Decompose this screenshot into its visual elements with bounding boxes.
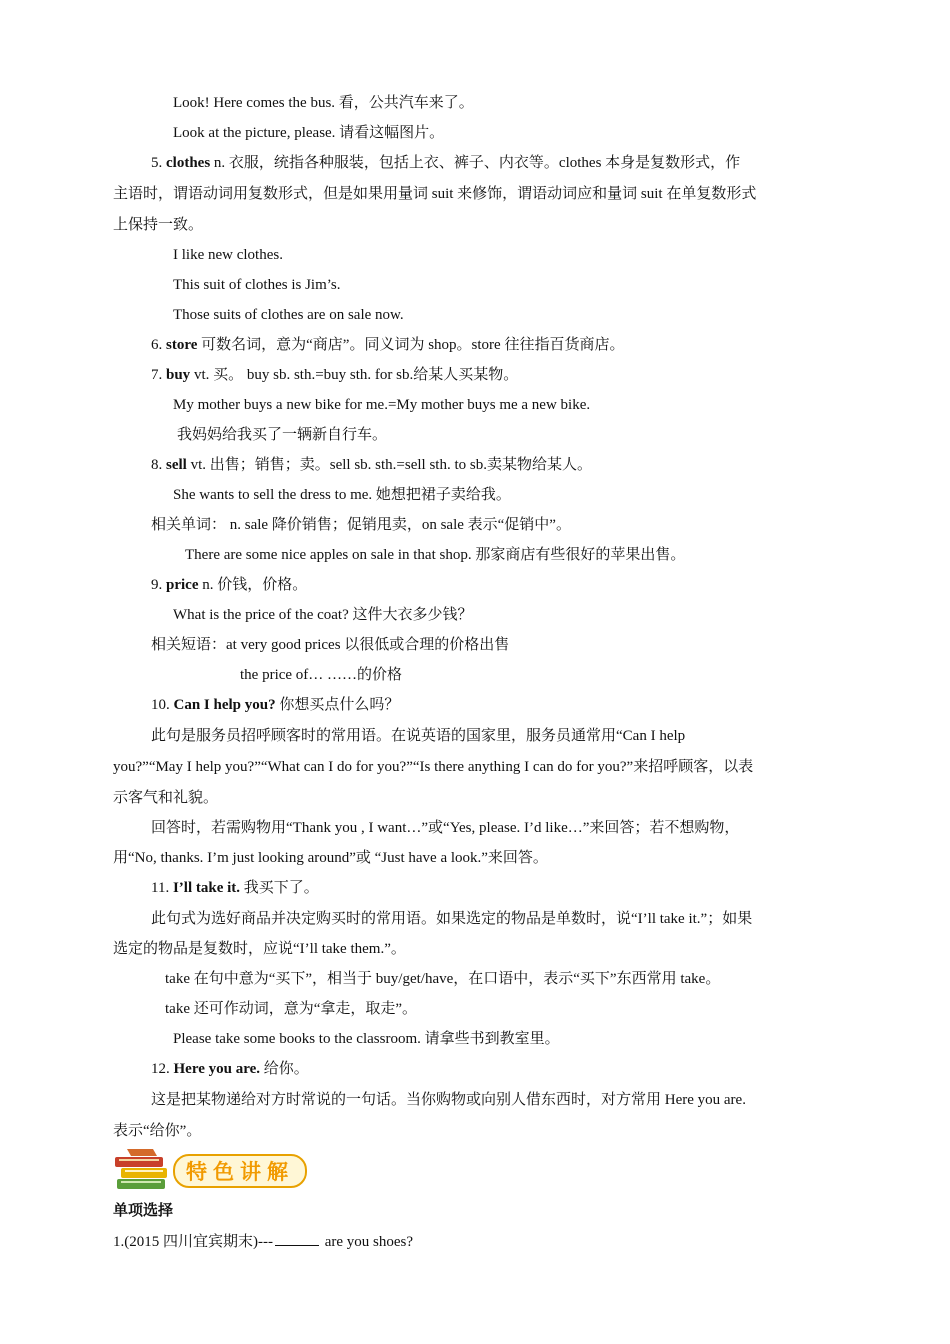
vocab-word: sell <box>166 457 187 473</box>
vocab-word: Can I help you? <box>173 697 276 713</box>
example-line: I like new clothes. <box>173 247 283 263</box>
paragraph-line: you?”“May I help you?”“What can I do for you?”“Is there anything I can do for you?”来招呼顾客，以表 <box>113 759 754 775</box>
item-number: 5. <box>151 155 163 171</box>
vocab-definition: vt. 出售；销售；卖。sell sb. sth.=sell sth. to sb.卖某物给某人。 <box>190 457 592 473</box>
example-line: Those suits of clothes are on sale now. <box>173 307 404 323</box>
example-line: There are some nice apples on sale in that shop. 那家商店有些很好的苹果出售。 <box>185 547 686 563</box>
paragraph-line: 回答时，若需购物用“Thank you , I want…”或“Yes, please. I’d like…”来回答；若不想购物， <box>151 820 740 836</box>
vocab-item-sell <box>151 455 592 475</box>
vocab-word: buy <box>166 367 191 383</box>
banner-label: 特色讲解 <box>173 1154 307 1188</box>
vocab-item-ill-take-it <box>151 878 319 898</box>
example-line: She wants to sell the dress to me. 她想把裙子卖给我。 <box>173 487 511 503</box>
question-text: are you shoes? <box>324 1234 414 1250</box>
vocab-item-clothes <box>151 153 740 173</box>
related-phrases: 相关短语：at very good prices 以很低或合理的价格出售 <box>151 637 510 653</box>
paragraph-line: take 还可作动词，意为“拿走，取走”。 <box>165 1001 418 1017</box>
item-number: 11. <box>151 880 170 896</box>
vocab-item-store <box>151 335 624 355</box>
example-line: 我妈妈给我买了一辆新自行车。 <box>177 427 388 443</box>
vocab-word: price <box>166 577 199 593</box>
paragraph-line: 主语时，谓语动词用复数形式，但是如果用量词 suit 来修饰，谓语动词应和量词 suit 在单复数形式 <box>113 186 757 202</box>
paragraph-line: 此句式为选好商品并决定购买时的常用语。如果选定的物品是单数时，说“I’ll take it.”；如果 <box>151 911 753 927</box>
answer-blank[interactable] <box>275 1231 319 1246</box>
vocab-word: clothes <box>166 155 211 171</box>
paragraph-line: 上保持一致。 <box>113 217 204 233</box>
item-number: 8. <box>151 457 163 473</box>
example-line: My mother buys a new bike for me.=My mother buys me a new bike. <box>173 397 591 413</box>
item-number: 12. <box>151 1061 170 1077</box>
books-icon <box>113 1147 175 1193</box>
vocab-definition: 我买下了。 <box>243 880 319 896</box>
vocab-definition: 给你。 <box>263 1061 309 1077</box>
item-number: 9. <box>151 577 163 593</box>
question-prefix: 1.(2015 四川宜宾期末)--- <box>113 1234 273 1250</box>
feature-explanation-banner <box>113 1147 313 1193</box>
example-line: Please take some books to the classroom. 请拿些书到教室里。 <box>173 1031 560 1047</box>
paragraph-line: 这是把某物递给对方时常说的一句话。当你购物或向别人借东西时，对方常用 Here you are. <box>151 1092 746 1108</box>
vocab-word: store <box>166 337 198 353</box>
paragraph-line: 用“No, thanks. I’m just looking around”或 “Just have a look.”来回答。 <box>113 850 548 866</box>
item-number: 6. <box>151 337 163 353</box>
vocab-definition: 你想买点什么吗？ <box>279 697 400 713</box>
item-number: 7. <box>151 367 163 383</box>
vocab-definition: vt. 买。 buy sb. sth.=buy sth. for sb.给某人买某物。 <box>193 367 519 383</box>
item-number: 10. <box>151 697 170 713</box>
paragraph-line: 此句是服务员招呼顾客时的常用语。在说英语的国家里，服务员通常用“Can I help <box>151 728 686 744</box>
question-1 <box>113 1231 413 1252</box>
vocab-definition: n. 衣服，统指各种服装，包括上衣、裤子、内衣等。clothes 本身是复数形式，作 <box>213 155 741 171</box>
vocab-definition: 可数名词，意为“商店”。同义词为 shop。store 往往指百货商店。 <box>201 337 625 353</box>
vocab-definition: n. 价钱，价格。 <box>202 577 308 593</box>
vocab-word: I’ll take it. <box>172 880 241 896</box>
paragraph-line: 选定的物品是复数时，应说“I’ll take them.”。 <box>113 941 406 957</box>
example-line: Look! Here comes the bus. 看，公共汽车来了。 <box>173 95 474 111</box>
section-title: 单项选择 <box>113 1201 174 1219</box>
related-words: 相关单词： n. sale 降价销售；促销甩卖，on sale 表示“促销中”。 <box>151 517 571 533</box>
vocab-word: Here you are. <box>173 1061 261 1077</box>
example-line: What is the price of the coat? 这件大衣多少钱？ <box>173 607 473 623</box>
vocab-item-buy <box>151 365 518 385</box>
vocab-item-price <box>151 575 307 595</box>
example-line: Look at the picture, please. 请看这幅图片。 <box>173 125 445 141</box>
paragraph-line: take 在句中意为“买下”，相当于 buy/get/have，在口语中，表示“买下”东西常用 take。 <box>165 971 721 987</box>
example-line: This suit of clothes is Jim’s. <box>173 277 341 293</box>
paragraph-line: 示客气和礼貌。 <box>113 790 219 806</box>
vocab-item-can-i-help-you <box>151 695 399 715</box>
vocab-item-here-you-are <box>151 1059 309 1079</box>
paragraph-line: 表示“给你”。 <box>113 1123 202 1139</box>
related-phrases: the price of… ……的价格 <box>240 667 403 683</box>
